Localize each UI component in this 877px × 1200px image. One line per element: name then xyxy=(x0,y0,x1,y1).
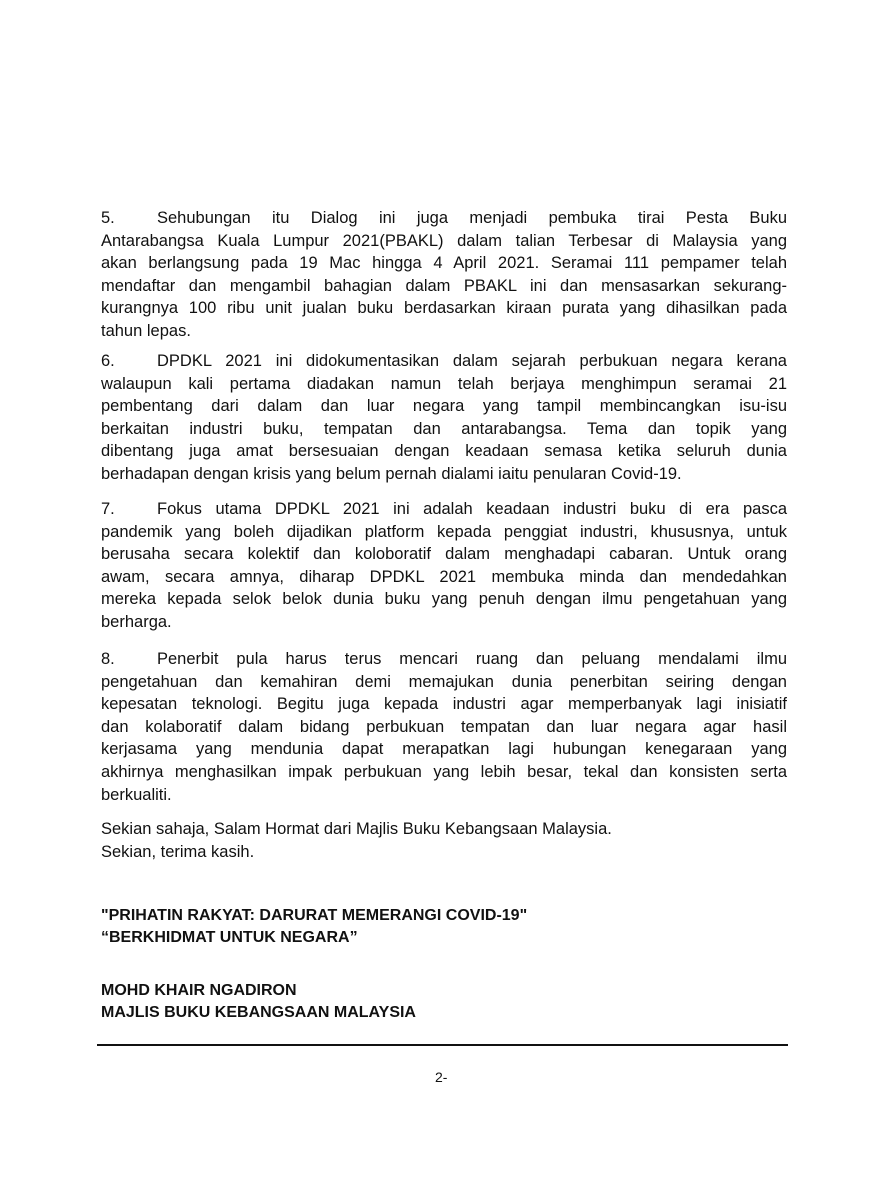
paragraph-line: pandemik yang boleh dijadikan platform kepada penggiat industri, khususnya, untuk xyxy=(101,522,787,541)
paragraph-line: mereka kepada selok belok dunia buku yang penuh dengan ilmu pengetahuan yang xyxy=(101,590,787,609)
paragraph-line: tahun lepas. xyxy=(101,321,191,340)
paragraph-line: pembentang dari dalam dan luar negara yang tampil membincangkan isu-isu xyxy=(101,397,787,416)
paragraph-line: walaupun kali pertama diadakan namun telah berjaya menghimpun seramai 21 xyxy=(101,374,787,393)
paragraph-line: berusaha secara kolektif dan koloboratif dalam menghadapi cabaran. Untuk orang xyxy=(101,545,787,564)
closing-remarks xyxy=(101,818,612,863)
paragraph-line: kurangnya 100 ribu unit jualan buku berdasarkan kiraan purata yang dihasilkan pada xyxy=(101,299,787,318)
paragraph-line: akan berlangsung pada 19 Mac hingga 4 April 2021. Seramai 111 pempamer telah xyxy=(101,254,787,273)
slogans xyxy=(101,905,527,949)
paragraph-line: 7. Fokus utama DPDKL 2021 ini adalah keadaan industri buku di era pasca xyxy=(101,498,787,521)
paragraph-number: 8. xyxy=(101,650,115,668)
signatory-block xyxy=(101,980,416,1024)
paragraph-line: 5. Sehubungan itu Dialog ini juga menjadi pembuka tirai Pesta Buku xyxy=(101,207,787,230)
paragraph-line: Antarabangsa Kuala Lumpur 2021(PBAKL) dalam talian Terbesar di Malaysia yang xyxy=(101,231,787,250)
paragraph-8 xyxy=(101,648,787,806)
paragraph-line: berkualiti. xyxy=(101,785,172,804)
paragraph-6 xyxy=(101,350,787,486)
slogan-line: “BERKHIDMAT UNTUK NEGARA” xyxy=(101,929,358,946)
paragraph-line: dibentang juga amat bersesuaian dengan keadaan semasa ketika seluruh dunia xyxy=(101,442,787,461)
closing-line: Sekian sahaja, Salam Hormat dari Majlis Buku Kebangsaan Malaysia. xyxy=(101,820,612,838)
paragraph-line: berkaitan industri buku, tempatan dan antarabangsa. Tema dan topik yang xyxy=(101,419,787,438)
closing-line: Sekian, terima kasih. xyxy=(101,842,255,861)
slogan-line: "PRIHATIN RAKYAT: DARURAT MEMERANGI COVID-19" xyxy=(101,907,528,924)
paragraph-line: pengetahuan dan kemahiran demi memajukan dunia penerbitan seiring dengan xyxy=(101,672,787,691)
footer-divider xyxy=(97,1044,788,1046)
paragraph-number: 6. xyxy=(101,352,115,370)
paragraph-line: awam, secara amnya, diharap DPDKL 2021 membuka minda dan mendedahkan xyxy=(101,567,787,586)
paragraph-5 xyxy=(101,207,787,343)
signatory-name: MOHD KHAIR NGADIRON xyxy=(101,982,297,999)
paragraph-number: 5. xyxy=(101,209,115,227)
paragraph-line: 6. DPDKL 2021 ini didokumentasikan dalam sejarah perbukuan negara kerana xyxy=(101,350,787,373)
paragraph-line: dan kolaboratif dalam bidang perbukuan tempatan dan luar negara agar hasil xyxy=(101,717,787,736)
signatory-organization: MAJLIS BUKU KEBANGSAAN MALAYSIA xyxy=(101,1004,416,1021)
paragraph-line: berharga. xyxy=(101,612,172,631)
paragraph-7 xyxy=(101,498,787,634)
paragraph-line: berhadapan dengan krisis yang belum pernah dialami iaitu penularan Covid-19. xyxy=(101,464,682,483)
paragraph-number: 7. xyxy=(101,500,115,518)
page-number: 2- xyxy=(435,1069,448,1085)
paragraph-line: kepesatan teknologi. Begitu juga kepada industri agar memperbanyak lagi inisiatif xyxy=(101,695,787,714)
paragraph-line: kerjasama yang mendunia dapat merapatkan lagi hubungan kenegaraan yang xyxy=(101,740,787,759)
paragraph-line: mendaftar dan mengambil bahagian dalam PBAKL ini dan mensasarkan sekurang- xyxy=(101,276,787,295)
paragraph-line: akhirnya menghasilkan impak perbukuan yang lebih besar, tekal dan konsisten serta xyxy=(101,762,787,781)
paragraph-line: 8. Penerbit pula harus terus mencari ruang dan peluang mendalami ilmu xyxy=(101,648,787,671)
